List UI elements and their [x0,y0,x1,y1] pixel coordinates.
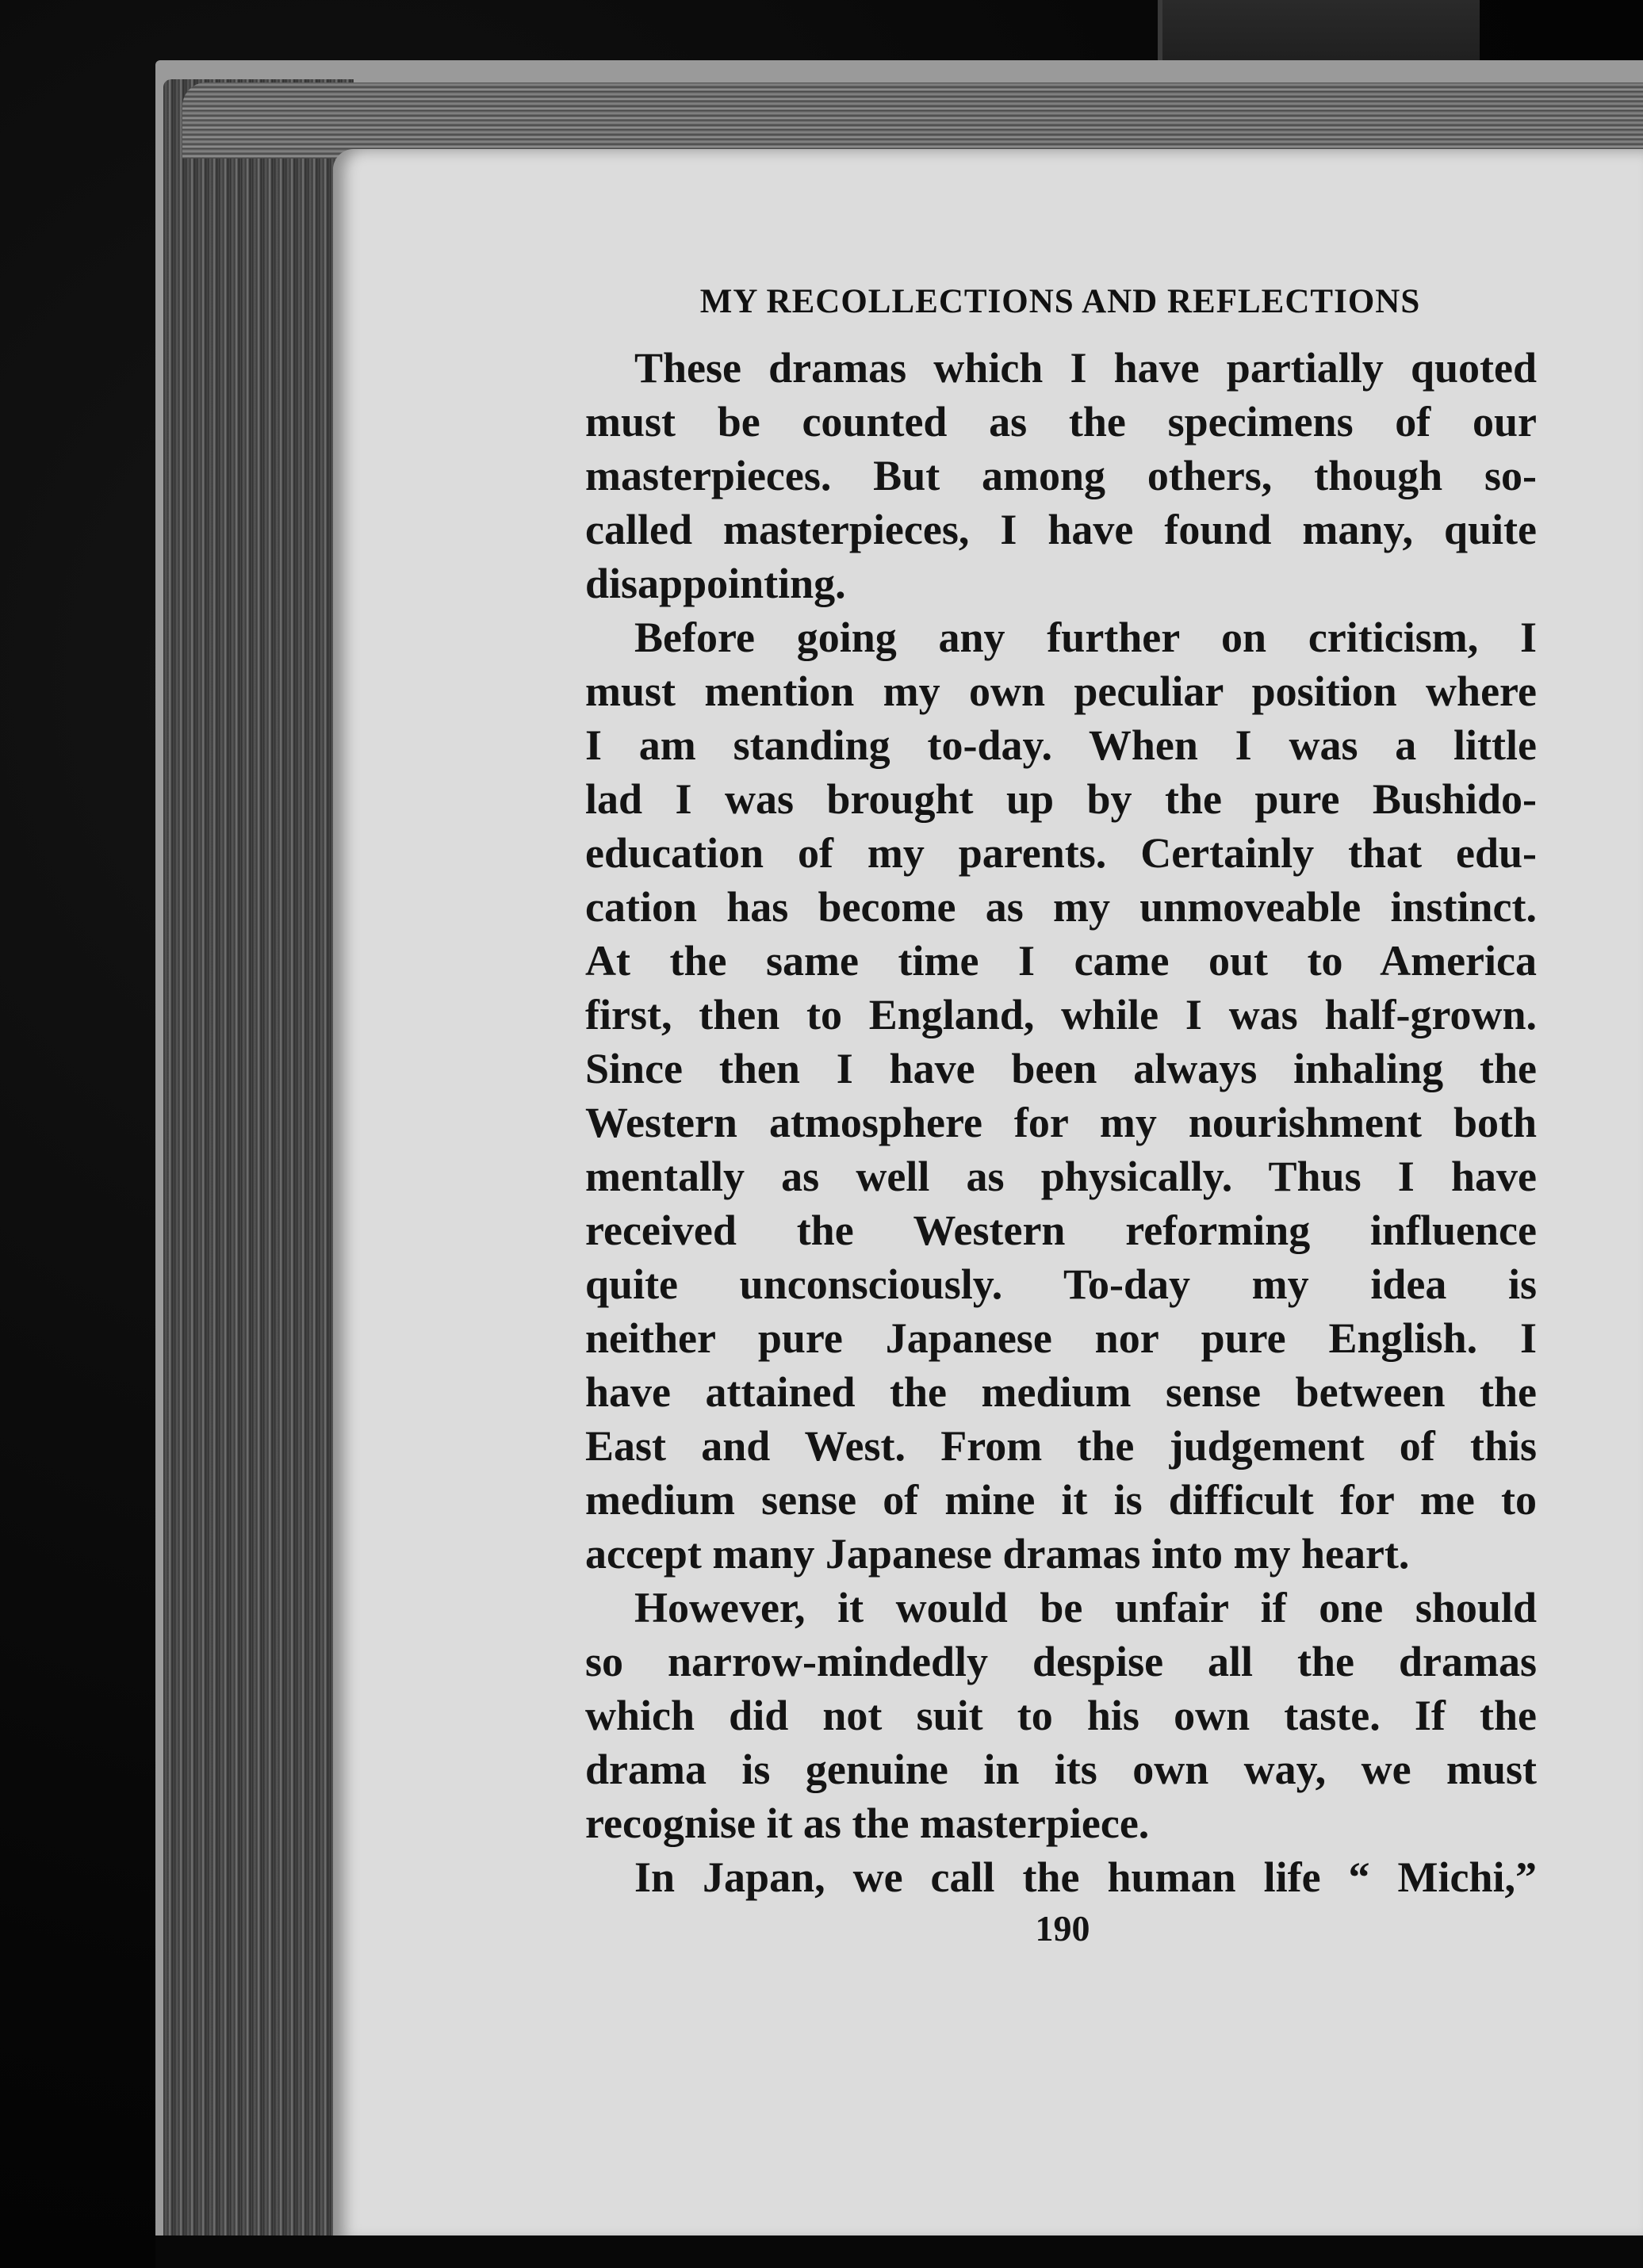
text-line: These dramas which I have partially quoted [634,344,1537,392]
text-line: first, then to England, while I was half-grown. [585,991,1537,1038]
text-line: must mention my own peculiar position where [585,667,1537,715]
text-line: masterpieces. But among others, though so- [585,452,1537,499]
text-line: education of my parents. Certainly that edu- [585,829,1537,877]
page-top-edge [182,82,1643,159]
text-line: At the same time I came out to America [585,937,1537,985]
text-line: East and West. From the judgement of this [585,1422,1537,1470]
text-line: cation has become as my unmoveable instinct. [585,883,1537,931]
running-head: MY RECOLLECTIONS AND REFLECTIONS [699,283,1421,320]
text-line: drama is genuine in its own way, we must [585,1746,1537,1793]
text-line: neither pure Japanese nor pure English. I [585,1314,1537,1362]
text-line: mentally as well as physically. Thus I have [585,1153,1537,1200]
text-line: Since then I have been always inhaling the [585,1045,1537,1092]
body-text [585,341,1537,1904]
text-line: In Japan, we call the human life “ Michi,” [634,1853,1537,1901]
text-line: called masterpieces, I have found many, quite [585,506,1537,553]
text-line: which did not suit to his own taste. If the [585,1692,1537,1739]
text-line: However, it would be unfair if one should [634,1584,1537,1631]
text-line: recognise it as the masterpiece. [585,1799,1150,1847]
text-line: Western atmosphere for my nourishment both [585,1099,1537,1146]
page-number: 190 [1035,1908,1090,1949]
page-fore-edge [163,79,354,2235]
text-line: Before going any further on criticism, I [634,614,1537,661]
text-line: accept many Japanese dramas into my heart. [585,1530,1410,1578]
text-line: received the Western reforming influence [585,1207,1537,1254]
text-line: medium sense of mine it is difficult for me to [585,1476,1537,1524]
text-line: quite unconsciously. To-day my idea is [585,1260,1537,1308]
text-line: I am standing to-day. When I was a little [585,721,1537,769]
bottom-shadow [155,2235,1643,2268]
text-line: so narrow-mindedly despise all the dramas [585,1638,1537,1685]
text-line: lad I was brought up by the pure Bushido- [585,775,1537,823]
text-line: must be counted as the specimens of our [585,398,1537,446]
text-line: have attained the medium sense between the [585,1368,1537,1416]
text-line: disappointing. [585,560,846,607]
